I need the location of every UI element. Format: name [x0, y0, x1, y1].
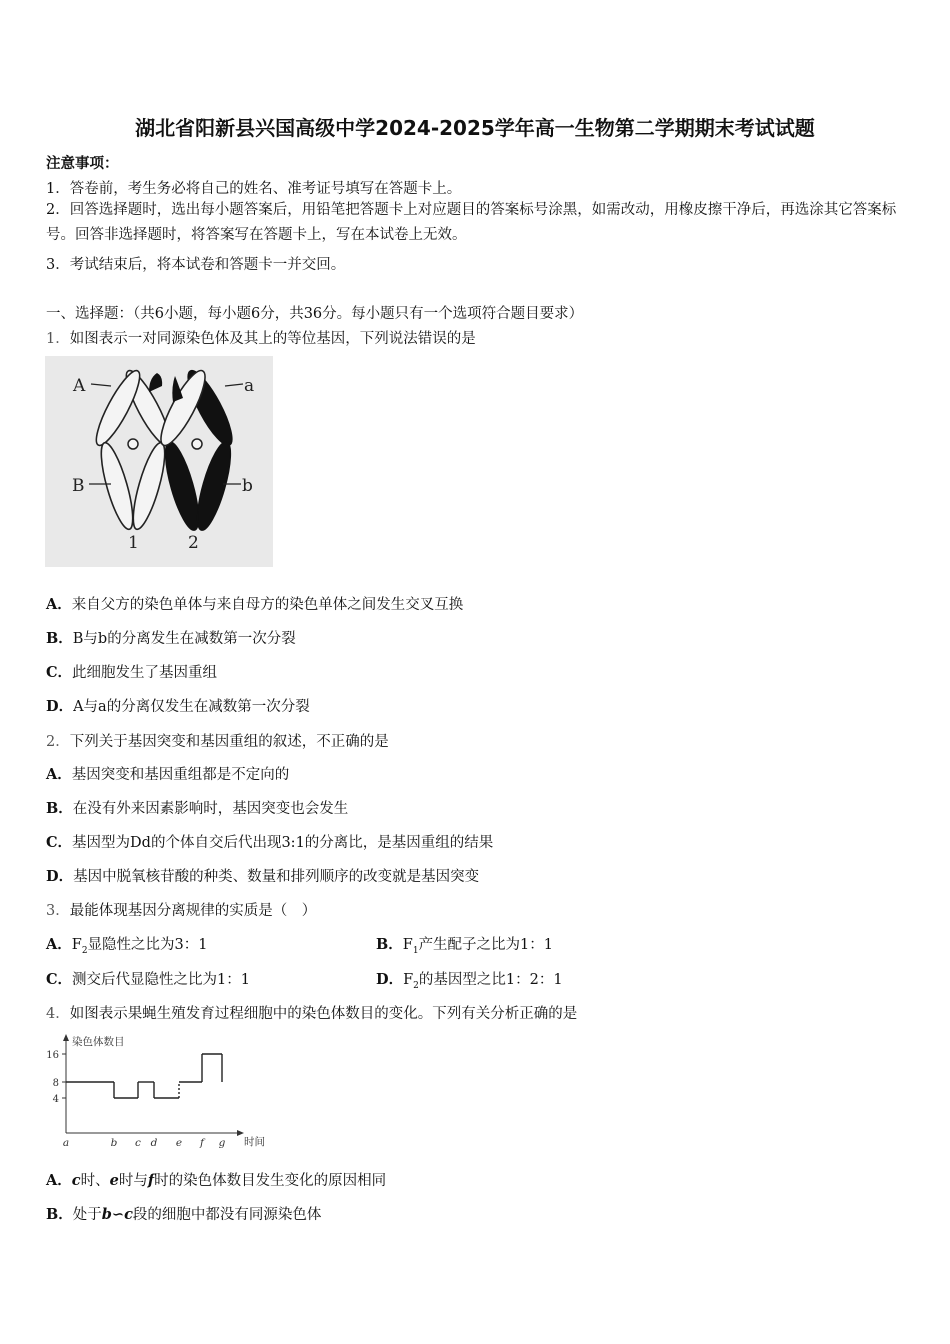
- section-heading: 一、选择题：（共6小题，每小题6分，共36分。每小题只有一个选项符合题目要求）: [46, 306, 584, 322]
- q4-option-a: A．c时、e时与f时的染色体数目发生变化的原因相同: [46, 1172, 387, 1189]
- question-number: 1．: [46, 331, 70, 347]
- x-tick-label: g: [218, 1137, 226, 1149]
- chart-xlabel: 时间: [244, 1136, 265, 1148]
- q2-option-d: D．基因中脱氧核苷酸的种类、数量和排列顺序的改变就是基因突变: [46, 868, 480, 885]
- q3-option-c: C．测交后代显隐性之比为1：1: [46, 971, 250, 988]
- question-4: 4．如图表示果蝇生殖发育过程细胞中的染色体数目的变化。下列有关分析正确的是: [46, 1006, 578, 1022]
- q1-option-b: B．B与b的分离发生在减数第一次分裂: [46, 630, 296, 647]
- q1-option-a: A．来自父方的染色单体与来自母方的染色单体之间发生交叉互换: [46, 596, 464, 613]
- y-axis-arrow: [63, 1034, 69, 1041]
- y-tick-label: 8: [52, 1078, 59, 1089]
- q3-option-b: B．$F_1$产生配子之比为1：1: [376, 936, 554, 956]
- q4-option-b: B．处于b∽c段的细胞中都没有同源染色体: [46, 1206, 322, 1223]
- q2-option-c: C．基因型为Dd的个体自交后代出现3:1的分离比，是基因重组的结果: [46, 834, 494, 851]
- notice-item-1: 1．答卷前，考生务必将自己的姓名、准考证号填写在答题卡上。: [46, 181, 462, 197]
- notice-item-2: 2．回答选择题时，选出每小题答案后，用铅笔把答题卡上对应题目的答案标号涂黑，如需改动，用橡皮擦干净后，再选涂其它答案标号。回答非选择题时，将答案写在答题卡上，写在本试卷上无效。: [46, 202, 897, 243]
- question-1: [46, 327, 476, 348]
- chromosome-figure: [45, 356, 273, 567]
- y-tick-label: 16: [46, 1050, 59, 1061]
- x-tick-label: e: [175, 1137, 183, 1149]
- chromosome-number-chart: [44, 1030, 276, 1152]
- question-3: 3．最能体现基因分离规律的实质是（ ）: [46, 903, 317, 919]
- q2-option-b: B．在没有外来因素影响时，基因突变也会发生: [46, 800, 349, 817]
- x-tick-label: f: [200, 1137, 204, 1149]
- q3-option-a: A．$F_2$显隐性之比为3：1: [46, 936, 208, 956]
- x-tick-label: d: [150, 1137, 158, 1149]
- chromosome-label-1: 1: [128, 533, 139, 553]
- notice-item-3: 3．考试结束后，将本试卷和答题卡一并交回。: [46, 257, 346, 273]
- q2-option-a: A．基因突变和基因重组都是不定向的: [46, 766, 290, 783]
- q3-option-d: D．$F_2$的基因型之比1：2：1: [376, 971, 563, 991]
- page-title: 湖北省阳新县兴国高级中学2024-2025学年高一生物第二学期期末考试试题: [135, 116, 815, 140]
- gene-label-A: A: [73, 376, 86, 396]
- question-stem: 如图表示一对同源染色体及其上的等位基因，下列说法错误的是: [69, 331, 476, 347]
- gene-label-b: b: [242, 476, 253, 496]
- q1-option-c: C．此细胞发生了基因重组: [46, 664, 218, 681]
- chromosome-label-2: 2: [188, 533, 199, 553]
- x-tick-label: c: [135, 1137, 141, 1149]
- notice-heading: 注意事项：: [46, 155, 119, 172]
- q1-option-d: D．A与a的分离仅发生在减数第一次分裂: [46, 698, 310, 715]
- x-axis-arrow: [237, 1130, 244, 1136]
- gene-label-B: B: [72, 476, 85, 496]
- x-tick-label: b: [110, 1137, 118, 1149]
- gene-label-a: a: [244, 376, 255, 396]
- x-tick-label: a: [62, 1137, 70, 1149]
- question-2: 2．下列关于基因突变和基因重组的叙述，不正确的是: [46, 734, 389, 750]
- chart-ylabel: 染色体数目: [72, 1036, 125, 1048]
- y-tick-label: 4: [52, 1094, 59, 1105]
